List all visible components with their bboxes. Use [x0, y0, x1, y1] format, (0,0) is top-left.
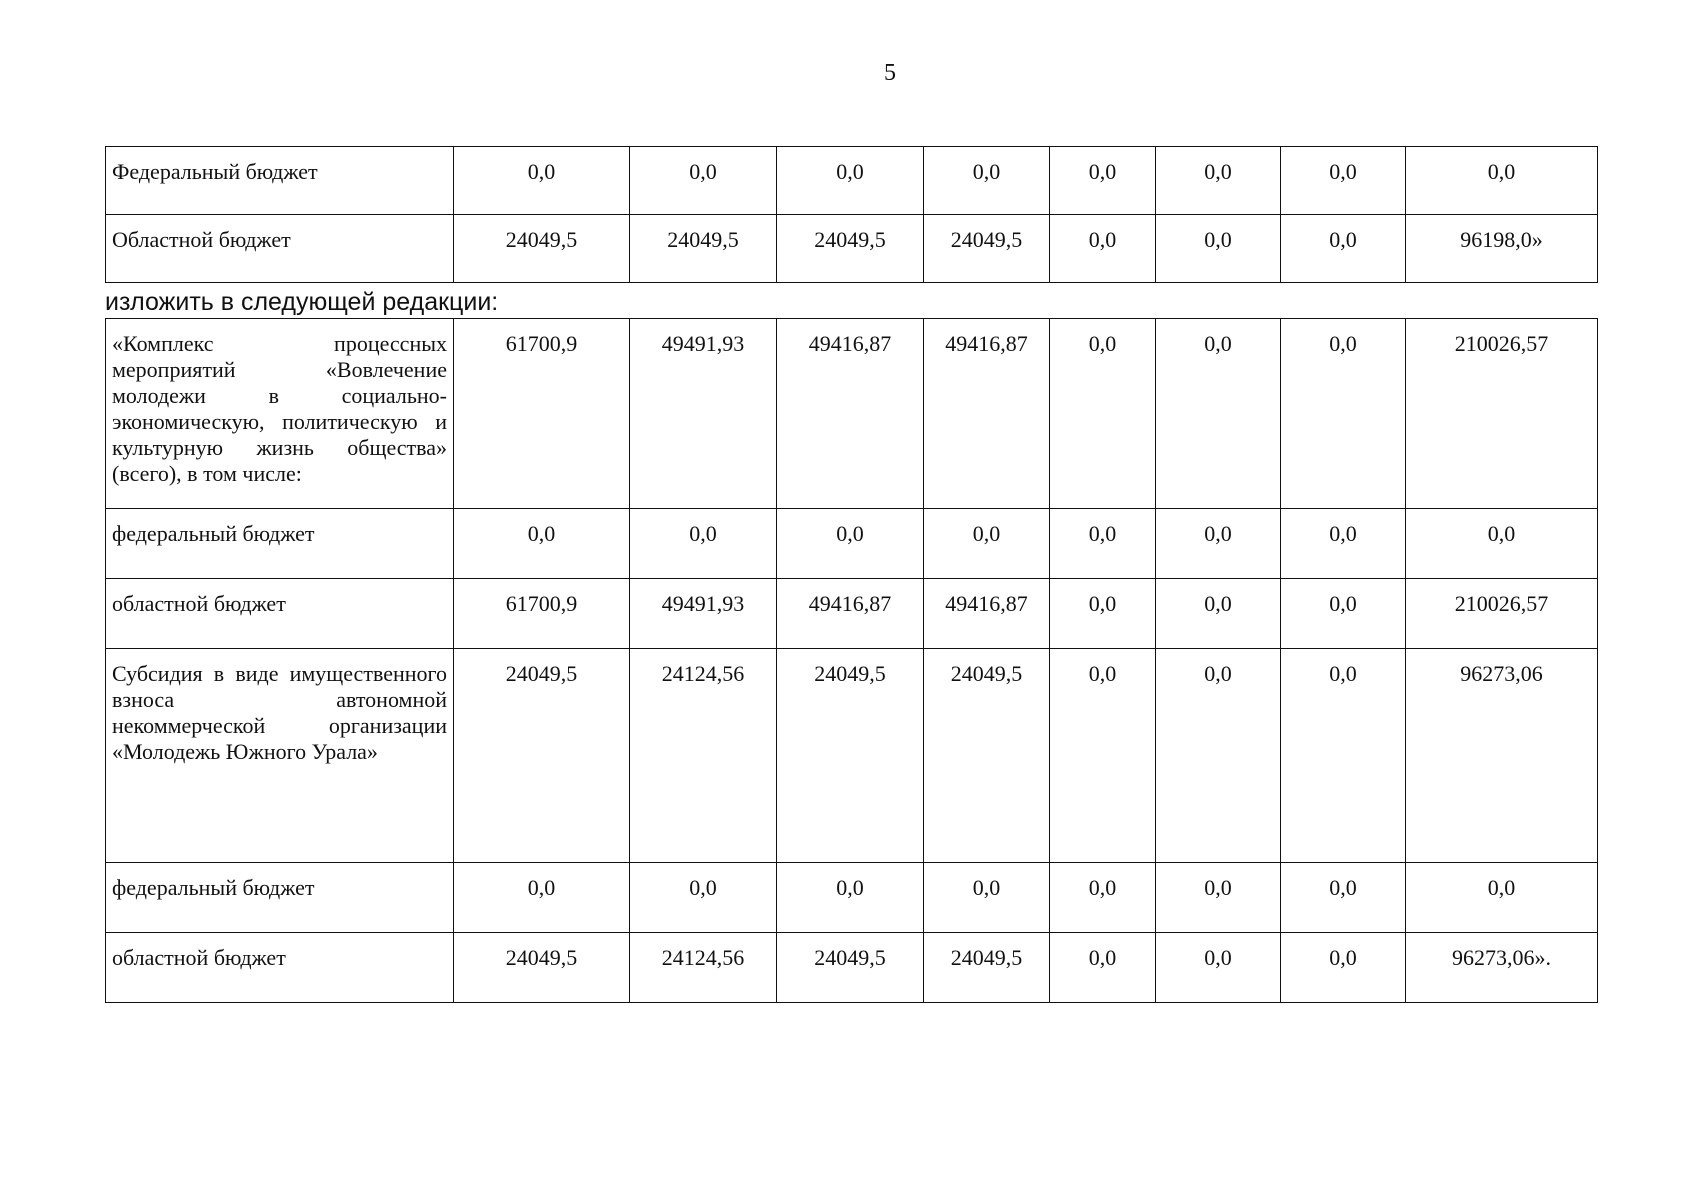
row-label: федеральный бюджет — [106, 863, 454, 933]
cell-value: 96273,06». — [1406, 933, 1598, 1003]
cell-value: 0,0 — [630, 509, 777, 579]
cell-value: 0,0 — [1281, 319, 1406, 509]
cell-value: 0,0 — [777, 147, 924, 215]
cell-value: 0,0 — [1050, 933, 1156, 1003]
row-label: Областной бюджет — [106, 215, 454, 283]
cell-value: 0,0 — [454, 863, 630, 933]
cell-value: 0,0 — [1050, 215, 1156, 283]
cell-value: 0,0 — [1406, 509, 1598, 579]
table-row — [106, 649, 1598, 863]
row-label: Федеральный бюджет — [106, 147, 454, 215]
cell-value: 0,0 — [924, 147, 1050, 215]
cell-value: 0,0 — [1281, 863, 1406, 933]
cell-value: 0,0 — [1156, 147, 1281, 215]
cell-value: 0,0 — [1156, 579, 1281, 649]
cell-value: 24049,5 — [454, 649, 630, 863]
cell-value: 24049,5 — [924, 933, 1050, 1003]
cell-value: 0,0 — [630, 147, 777, 215]
row-label: областной бюджет — [106, 933, 454, 1003]
table-row — [106, 215, 1598, 283]
table-row — [106, 933, 1598, 1003]
cell-value: 24049,5 — [454, 215, 630, 283]
cell-value: 24124,56 — [630, 649, 777, 863]
table-row — [106, 863, 1598, 933]
cell-value: 210026,57 — [1406, 319, 1598, 509]
cell-value: 24124,56 — [630, 933, 777, 1003]
cell-value: 49491,93 — [630, 319, 777, 509]
cell-value: 24049,5 — [777, 215, 924, 283]
cell-value: 49416,87 — [924, 319, 1050, 509]
cell-value: 0,0 — [1050, 863, 1156, 933]
table-row — [106, 147, 1598, 215]
cell-value: 96198,0» — [1406, 215, 1598, 283]
cell-value: 210026,57 — [1406, 579, 1598, 649]
amendment-intro-text: изложить в следующей редакции: — [105, 288, 499, 316]
cell-value: 0,0 — [924, 509, 1050, 579]
cell-value: 61700,9 — [454, 579, 630, 649]
cell-value: 0,0 — [1156, 319, 1281, 509]
cell-value: 49416,87 — [777, 579, 924, 649]
cell-value: 24049,5 — [454, 933, 630, 1003]
cell-value: 0,0 — [1156, 509, 1281, 579]
funding-table-new — [105, 318, 1598, 1003]
cell-value: 49491,93 — [630, 579, 777, 649]
funding-table-old — [105, 146, 1598, 283]
cell-value: 0,0 — [1406, 863, 1598, 933]
page-number: 5 — [884, 60, 896, 86]
cell-value: 24049,5 — [924, 649, 1050, 863]
cell-value: 0,0 — [777, 509, 924, 579]
cell-value: 0,0 — [1156, 649, 1281, 863]
cell-value: 49416,87 — [924, 579, 1050, 649]
cell-value: 0,0 — [1281, 215, 1406, 283]
cell-value: 0,0 — [1050, 147, 1156, 215]
cell-value: 0,0 — [1281, 933, 1406, 1003]
cell-value: 24049,5 — [924, 215, 1050, 283]
cell-value: 0,0 — [1281, 509, 1406, 579]
table-row — [106, 579, 1598, 649]
row-label: Субсидия в виде имущественного взноса автономной некоммерческой организации «Молодежь Южного Урала» — [106, 649, 454, 863]
cell-value: 0,0 — [1050, 509, 1156, 579]
cell-value: 0,0 — [1156, 933, 1281, 1003]
table-row — [106, 509, 1598, 579]
cell-value: 0,0 — [1281, 147, 1406, 215]
cell-value: 61700,9 — [454, 319, 630, 509]
cell-value: 0,0 — [1050, 579, 1156, 649]
row-label: федеральный бюджет — [106, 509, 454, 579]
cell-value: 0,0 — [1050, 319, 1156, 509]
cell-value: 96273,06 — [1406, 649, 1598, 863]
cell-value: 0,0 — [454, 147, 630, 215]
cell-value: 0,0 — [1406, 147, 1598, 215]
row-label: «Комплекс процессных мероприятий «Вовлечение молодежи в социально-экономическую, политическую и культурную жизнь общества» (всего), в том числе: — [106, 319, 454, 509]
cell-value: 0,0 — [1156, 863, 1281, 933]
cell-value: 0,0 — [1281, 579, 1406, 649]
cell-value: 0,0 — [454, 509, 630, 579]
cell-value: 24049,5 — [630, 215, 777, 283]
cell-value: 0,0 — [630, 863, 777, 933]
cell-value: 0,0 — [1281, 649, 1406, 863]
table-row — [106, 319, 1598, 509]
cell-value: 0,0 — [1050, 649, 1156, 863]
cell-value: 49416,87 — [777, 319, 924, 509]
row-label: областной бюджет — [106, 579, 454, 649]
cell-value: 0,0 — [777, 863, 924, 933]
cell-value: 24049,5 — [777, 933, 924, 1003]
cell-value: 24049,5 — [777, 649, 924, 863]
cell-value: 0,0 — [1156, 215, 1281, 283]
cell-value: 0,0 — [924, 863, 1050, 933]
